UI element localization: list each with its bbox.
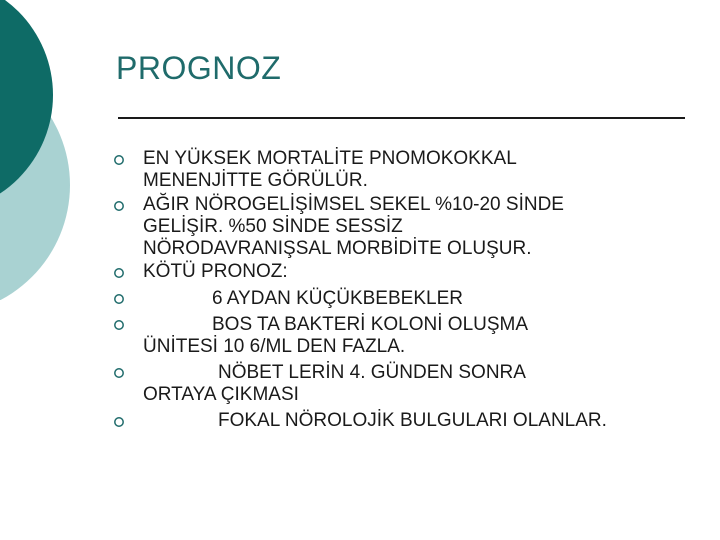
bullet-text: NÖRODAVRANIŞSAL MORBİDİTE OLUŞUR. (143, 238, 532, 259)
hollow-circle-icon (113, 319, 125, 331)
bullet-text: KÖTÜ PRONOZ: (143, 261, 288, 282)
bullet-text: 6 AYDAN KÜÇÜKBEBEKLER (212, 288, 463, 309)
bullet-text: BOS TA BAKTERİ KOLONİ OLUŞMA (212, 314, 529, 335)
hollow-circle-icon (113, 200, 125, 212)
slide-title: PROGNOZ (116, 50, 282, 86)
hollow-circle-icon (113, 367, 125, 379)
bullet-text: GELİŞİR. %50 SİNDE SESSİZ (143, 216, 403, 237)
bullet-text: ORTAYA ÇIKMASI (143, 384, 299, 405)
hollow-circle-icon (113, 267, 125, 279)
bullet-text: EN YÜKSEK MORTALİTE PNOMOKOKKAL (143, 148, 517, 169)
bullet-text: FOKAL NÖROLOJİK BULGULARI OLANLAR. (218, 410, 607, 431)
hollow-circle-icon (113, 293, 125, 305)
bullet-text: AĞIR NÖROGELİŞİMSEL SEKEL %10-20 SİNDE (143, 194, 564, 215)
bullet-text: MENENJİTTE GÖRÜLÜR. (143, 170, 368, 191)
hollow-circle-icon (113, 154, 125, 166)
bullet-text: NÖBET LERİN 4. GÜNDEN SONRA (218, 362, 526, 383)
bullet-text: ÜNİTESİ 10 6/ML DEN FAZLA. (143, 336, 406, 357)
hollow-circle-icon (113, 416, 125, 428)
